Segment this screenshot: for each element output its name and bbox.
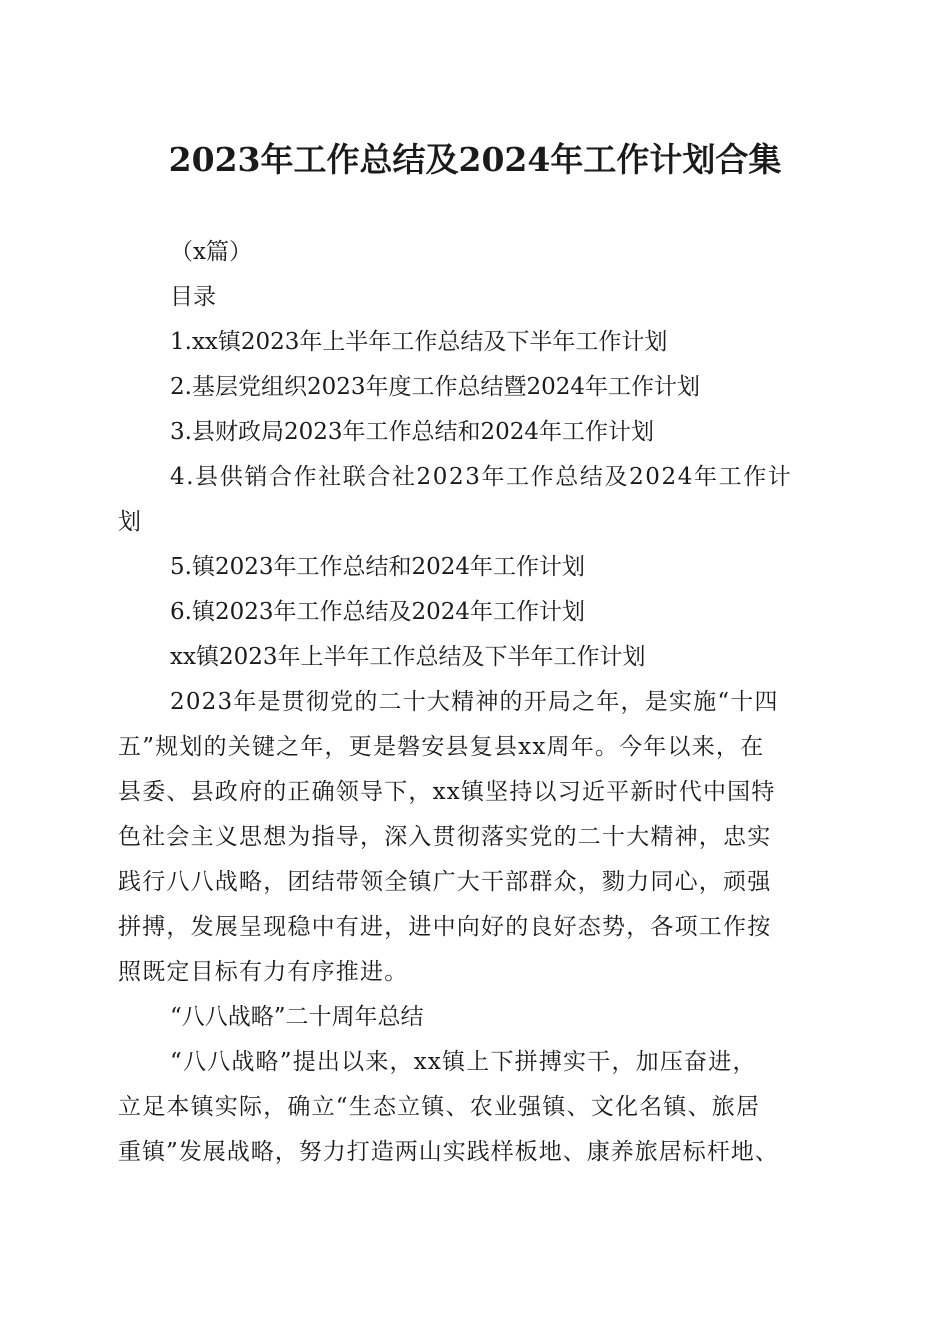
- paragraph1-line: 县委、县政府的正确领导下，xx镇坚持以习近平新时代中国特: [118, 779, 776, 805]
- document-title: 2023年工作总结及2024年工作计划合集: [168, 140, 782, 179]
- paragraph2-line: 重镇”发展战略，努力打造两山实践样板地、康养旅居标杆地、: [118, 1139, 779, 1165]
- toc-item-5: 5.镇2023年工作总结和2024年工作计划: [170, 554, 586, 580]
- toc-item-3: 3.县财政局2023年工作总结和2024年工作计划: [170, 419, 655, 445]
- toc-heading: 目录: [170, 284, 216, 310]
- toc-item-6: 6.镇2023年工作总结及2024年工作计划: [170, 599, 586, 625]
- section-title: xx镇2023年上半年工作总结及下半年工作计划: [170, 644, 646, 670]
- paragraph1-line: 色社会主义思想为指导，深入贯彻落实党的二十大精神，忠实: [118, 824, 772, 850]
- toc-item-4: 4.县供销合作社联合社2023年工作总结及2024年工作计: [170, 464, 793, 490]
- toc-item-4-continuation: 划: [118, 509, 141, 535]
- count-note: （x篇）: [170, 239, 252, 265]
- paragraph1-line: 2023年是贯彻党的二十大精神的开局之年，是实施“十四: [170, 689, 779, 715]
- toc-item-2: 2.基层党组织2023年度工作总结暨2024年工作计划: [170, 374, 701, 400]
- document-body: [118, 230, 826, 1175]
- paragraph1-line: 践行八八战略，团结带领全镇广大干部群众，勠力同心，顽强: [118, 869, 772, 895]
- subheading: “八八战略”二十周年总结: [170, 1004, 424, 1030]
- toc-item-1: 1.xx镇2023年上半年工作总结及下半年工作计划: [170, 329, 668, 355]
- paragraph1-line: 拼搏，发展呈现稳中有进，进中向好的良好态势，各项工作按: [118, 914, 772, 940]
- paragraph2-line: 立足本镇实际，确立“生态立镇、农业强镇、文化名镇、旅居: [118, 1094, 761, 1120]
- paragraph1-line: 五”规划的关键之年，更是磐安县复县xx周年。今年以来，在: [118, 734, 765, 760]
- paragraph1-line: 照既定目标有力有序推进。: [118, 959, 409, 985]
- paragraph2-line: “八八战略”提出以来，xx镇上下拼搏实干，加压奋进，: [170, 1049, 757, 1075]
